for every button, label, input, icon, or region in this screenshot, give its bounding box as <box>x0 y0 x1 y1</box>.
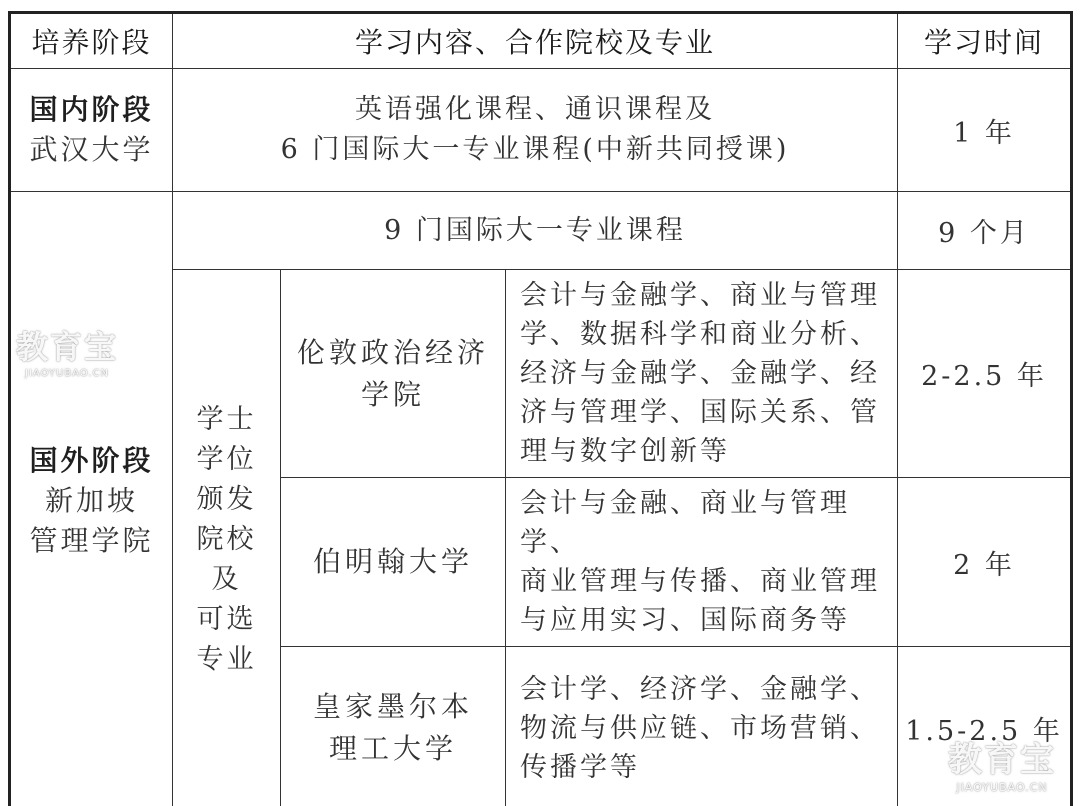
majors-line: 会计与金融、商业与管理学、 <box>520 488 850 558</box>
majors-line: 理与数字创新等 <box>520 436 730 467</box>
school-name-line2: 学院 <box>360 377 425 411</box>
majors-line: 传播学等 <box>520 751 640 783</box>
overseas-foundation-time: 9 个月 <box>898 192 1072 270</box>
watermark-cn: 教育宝 <box>948 740 1056 780</box>
majors-line: 会计学、经济学、金融学、 <box>520 673 880 705</box>
degree-label-line: 可选 <box>196 603 257 635</box>
school-time: 1.5-2.5 年 <box>898 647 1072 806</box>
majors-line: 济与管理学、国际关系、管 <box>520 397 880 428</box>
school-name-line2: 理工大学 <box>328 732 457 765</box>
header-stage: 培养阶段 <box>10 13 173 69</box>
header-content: 学习内容、合作院校及专业 <box>173 13 898 69</box>
school-majors-cell <box>506 647 898 806</box>
domestic-stage-title: 国内阶段 <box>29 93 154 126</box>
watermark-en: JIAOYUBAO.CN <box>25 368 109 379</box>
degree-label-line: 及 <box>211 563 242 595</box>
majors-line: 经济与金融学、金融学、经 <box>520 358 880 389</box>
domestic-content-line1: 英语强化课程、通识课程及 <box>355 94 716 125</box>
header-time: 学习时间 <box>898 13 1072 69</box>
school-majors-cell <box>506 478 898 647</box>
school-name-line1: 皇家墨尔本 <box>312 690 473 723</box>
school-time: 2 年 <box>898 478 1072 647</box>
overseas-foundation-content: 9 门国际大一专业课程 <box>173 192 898 270</box>
school-name-cell <box>281 478 506 647</box>
domestic-stage-school: 武汉大学 <box>29 133 154 166</box>
degree-label-line: 颁发 <box>196 483 257 515</box>
overseas-stage-school-line2: 管理学院 <box>29 523 154 557</box>
majors-line: 商业管理与传播、商业管理 <box>520 566 880 597</box>
majors-line: 与应用实习、国际商务等 <box>520 605 850 636</box>
school-name-cell <box>281 647 506 806</box>
overseas-stage-cell <box>10 192 173 806</box>
domestic-stage-cell <box>10 69 173 192</box>
overseas-stage-school-line1: 新加坡 <box>44 483 138 517</box>
domestic-content-line2: 6 门国际大一专业课程(中新共同授课) <box>280 134 790 165</box>
domestic-row <box>10 69 1072 192</box>
overseas-stage-title: 国外阶段 <box>29 443 154 477</box>
domestic-time: 1 年 <box>898 69 1072 192</box>
table-header-row <box>10 13 1072 69</box>
majors-line: 物流与供应链、市场营销、 <box>520 712 880 744</box>
school-name-line1: 伯明翰大学 <box>312 545 473 578</box>
degree-label-line: 专业 <box>196 643 257 675</box>
degree-label-line: 学位 <box>196 443 257 475</box>
school-name-cell <box>281 270 506 478</box>
school-name-line1: 伦敦政治经济 <box>296 335 489 369</box>
watermark-cn: 教育宝 <box>16 328 119 366</box>
study-schedule-table <box>8 11 1073 806</box>
domestic-content-cell <box>173 69 898 192</box>
school-time: 2-2.5 年 <box>898 270 1072 478</box>
degree-school-label-cell <box>173 270 281 806</box>
watermark-en: JIAOYUBAO.CN <box>956 781 1048 794</box>
degree-label-line: 院校 <box>196 523 257 555</box>
school-majors-cell <box>506 270 898 478</box>
majors-line: 学、数据科学和商业分析、 <box>520 319 880 350</box>
degree-label-line: 学士 <box>196 403 257 435</box>
overseas-foundation-row <box>10 192 1072 270</box>
majors-line: 会计与金融学、商业与管理 <box>520 280 880 311</box>
